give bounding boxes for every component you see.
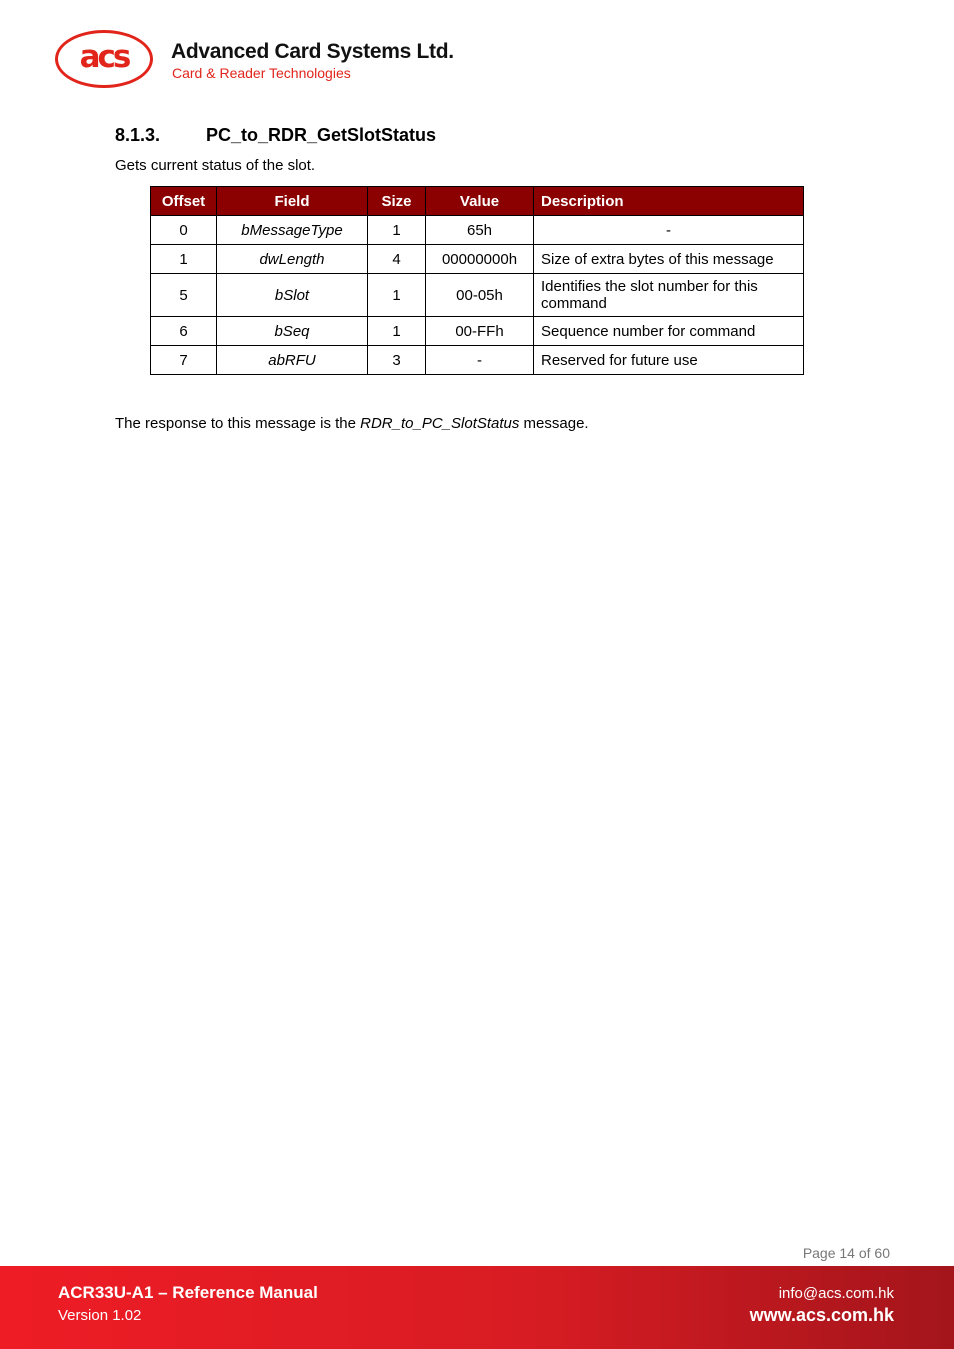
section-title: PC_to_RDR_GetSlotStatus bbox=[206, 125, 437, 145]
cell-field: bMessageType bbox=[217, 216, 368, 245]
cell-offset: 1 bbox=[151, 245, 217, 274]
logo-mark: acs bbox=[79, 39, 129, 75]
table-row bbox=[151, 274, 804, 317]
section-intro: Gets current status of the slot. bbox=[115, 157, 316, 174]
cell-field: dwLength bbox=[217, 245, 368, 274]
cell-offset: 5 bbox=[151, 274, 217, 317]
table-row bbox=[151, 346, 804, 375]
response-suffix: message. bbox=[519, 415, 589, 432]
page-footer bbox=[0, 1266, 954, 1349]
table-row bbox=[151, 216, 804, 245]
cell-size: 3 bbox=[368, 346, 426, 375]
footer-website: www.acs.com.hk bbox=[749, 1305, 894, 1325]
cell-offset: 7 bbox=[151, 346, 217, 375]
cell-value: 65h bbox=[426, 216, 534, 245]
table-row bbox=[151, 317, 804, 346]
section-heading bbox=[115, 125, 436, 146]
company-logo bbox=[55, 30, 475, 94]
cell-description: - bbox=[534, 216, 804, 245]
column-header-size: Size bbox=[368, 187, 426, 216]
table-header-row bbox=[151, 187, 804, 216]
table-row bbox=[151, 245, 804, 274]
cell-offset: 6 bbox=[151, 317, 217, 346]
cell-description: Sequence number for command bbox=[534, 317, 804, 346]
company-name: Advanced Card Systems Ltd. bbox=[171, 40, 454, 63]
cell-field: bSeq bbox=[217, 317, 368, 346]
page-number: Page 14 of 60 bbox=[802, 1245, 890, 1261]
footer-version: Version 1.02 bbox=[58, 1307, 142, 1324]
column-header-description: Description bbox=[534, 187, 804, 216]
column-header-offset: Offset bbox=[151, 187, 217, 216]
cell-field: abRFU bbox=[217, 346, 368, 375]
cell-value: 00-05h bbox=[426, 274, 534, 317]
command-table bbox=[150, 186, 804, 375]
cell-value: - bbox=[426, 346, 534, 375]
column-header-field: Field bbox=[217, 187, 368, 216]
cell-size: 1 bbox=[368, 317, 426, 346]
response-prefix: The response to this message is the bbox=[115, 415, 361, 432]
cell-size: 1 bbox=[368, 216, 426, 245]
response-message-name: RDR_to_PC_SlotStatus bbox=[360, 415, 520, 432]
cell-size: 4 bbox=[368, 245, 426, 274]
footer-email: info@acs.com.hk bbox=[778, 1285, 894, 1302]
footer-title: ACR33U-A1 – Reference Manual bbox=[58, 1283, 318, 1302]
cell-description: Identifies the slot number for this command bbox=[534, 274, 804, 317]
cell-description: Size of extra bytes of this message bbox=[534, 245, 804, 274]
company-tagline: Card & Reader Technologies bbox=[172, 65, 351, 81]
response-paragraph bbox=[115, 415, 589, 432]
cell-size: 1 bbox=[368, 274, 426, 317]
cell-value: 00000000h bbox=[426, 245, 534, 274]
cell-description: Reserved for future use bbox=[534, 346, 804, 375]
cell-offset: 0 bbox=[151, 216, 217, 245]
column-header-value: Value bbox=[426, 187, 534, 216]
cell-value: 00-FFh bbox=[426, 317, 534, 346]
cell-field: bSlot bbox=[217, 274, 368, 317]
section-number: 8.1.3. bbox=[115, 125, 161, 145]
